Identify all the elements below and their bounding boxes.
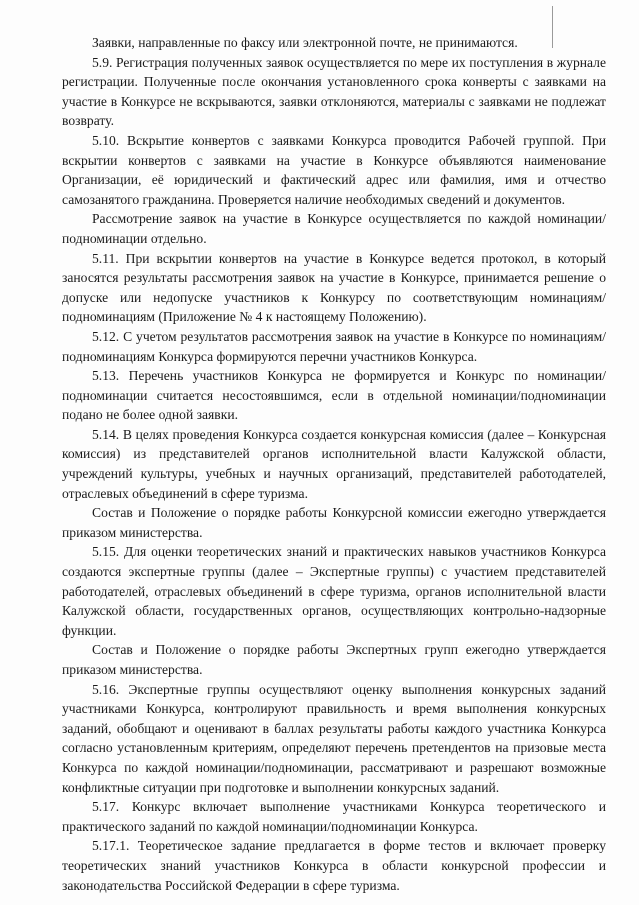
paragraph-5-9: 5.9. Регистрация полученных заявок осуществляется по мере их поступления в журнале регистрации. Полученные после окончания установленного срока конверты с заявками на участие в Конкурсе не вскрываются, заявки отклоняются, материалы с заявками не подлежат возврату. <box>62 54 606 129</box>
document-body <box>62 33 606 895</box>
paragraph-5-16: 5.16. Экспертные группы осуществляют оценку выполнения конкурсных заданий участниками Конкурса, контролируют правильность и время выполнения конкурсных заданий, обобщают и оценивают в баллах результаты работы каждого участника Конкурса согласно установленным критериям, определяют перечень претендентов на призовые места Конкурса по каждой номинации/подноминации, рассматривают и разрешают возможные конфликтные ситуации при подготовке и выполнении конкурсных заданий. <box>62 681 606 795</box>
paragraph-commission-composition: Состав и Положение о порядке работы Конкурсной комиссии ежегодно утверждается приказом министерства. <box>62 505 606 540</box>
paragraph-review-by-nomination: Рассмотрение заявок на участие в Конкурсе осуществляется по каждой номинации/подноминации отдельно. <box>62 211 606 246</box>
paragraph-5-15: 5.15. Для оценки теоретических знаний и практических навыков участников Конкурса создаются экспертные группы (далее – Экспертные группы) с участием представителей работодателей, отраслевых объединений в сфере туризма, органов исполнительной власти Калужской области, государственных органов, осуществляющих контрольно-надзорные функции. <box>62 544 606 638</box>
paragraph-5-17: 5.17. Конкурс включает выполнение участниками Конкурса теоретического и практического заданий по каждой номинации/подноминации Конкурса. <box>62 799 606 834</box>
paragraph-5-14: 5.14. В целях проведения Конкурса создается конкурсная комиссия (далее – Конкурсная комиссия) из представителей органов исполнительной власти Калужской области, учреждений культуры, учебных и научных организаций, представителей работодателей, отраслевых объединений в сфере туризма. <box>62 426 606 501</box>
paragraph-5-13: 5.13. Перечень участников Конкурса не формируется и Конкурс по номинации/подноминации считается несостоявшимся, если в отдельной номинации/подноминации подано не более одной заявки. <box>62 368 606 423</box>
paragraph-5-10: 5.10. Вскрытие конвертов с заявками Конкурса проводится Рабочей группой. При вскрытии конвертов с заявками на участие в Конкурсе объявляются наименование Организации, её юридический и фактический адрес или фамилия, имя и отчество самозанятого гражданина. Проверяется наличие необходимых сведений и документов. <box>62 132 606 207</box>
paragraph-5-12: 5.12. С учетом результатов рассмотрения заявок на участие в Конкурсе по номинациям/подноминациям Конкурса формируются перечни участников Конкурса. <box>62 328 606 364</box>
paragraph-5-17-1: 5.17.1. Теоретическое задание предлагается в форме тестов и включает проверку теоретических знаний участников Конкурса в области конкурсной профессии и законодательства Российской Федерации в сфере туризма. <box>62 838 606 893</box>
paragraph-fax-email: Заявки, направленные по факсу или электронной почте, не принимаются. <box>92 35 518 50</box>
paragraph-5-11: 5.11. При вскрытии конвертов на участие в Конкурсе ведется протокол, в который заносятся результаты рассмотрения заявок на участие в Конкурсе, принимается решение о допуске или недопуске участников к Конкурсу по соответствующим номинациям/подноминациям (Приложение № 4 к настоящему Положению). <box>62 250 606 325</box>
paragraph-expert-groups-composition: Состав и Положение о порядке работы Экспертных групп ежегодно утверждается приказом министерства. <box>62 642 606 677</box>
